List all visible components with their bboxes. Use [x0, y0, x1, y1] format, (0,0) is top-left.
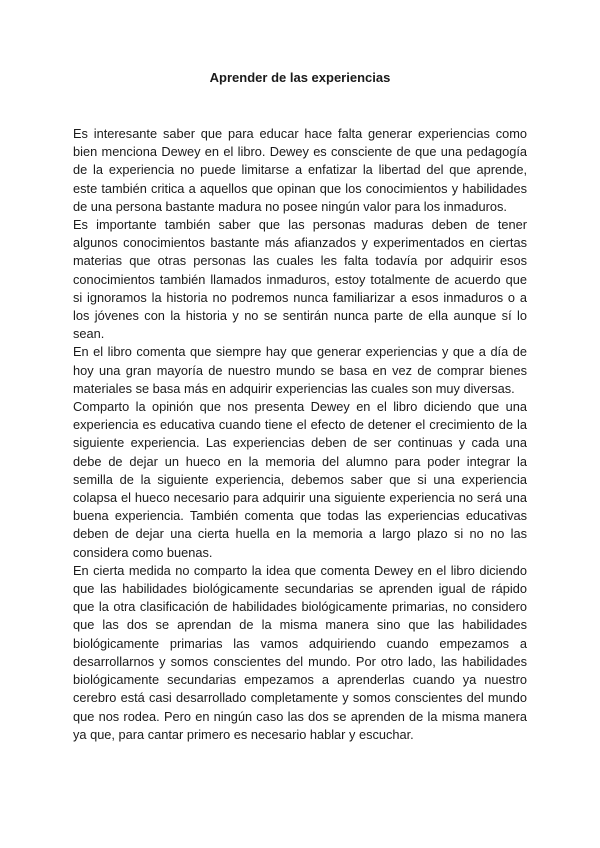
document-body [73, 125, 527, 744]
paragraph-5: En cierta medida no comparto la idea que comenta Dewey en el libro diciendo que las habilidades biológicamente secundarias se aprenden igual de rápido que la otra clasificación de habilidades biológicamente primarias, no considero que las dos se aprendan de la misma manera sino que las habilidades biológicamente primarias las vamos adquiriendo cuando empezamos a desarrollarnos y somos conscientes del mundo. Por otro lado, las habilidades biológicamente secundarias empezamos a aprenderlas cuando ya nuestro cerebro está casi desarrollado completamente y somos conscientes del mundo que nos rodea. Pero en ningún caso las dos se aprenden de la misma manera ya que, para cantar primero es necesario hablar y escuchar. [73, 562, 527, 742]
document-title: Aprender de las experiencias [209, 70, 391, 85]
paragraph-4: Comparto la opinión que nos presenta Dewey en el libro diciendo que una experiencia es educativa cuando tiene el efecto de detener el crecimiento de la siguiente experiencia. Las experiencias deben de ser continuas y cada una debe de dejar un hueco en la memoria del alumno para poder integrar la semilla de la siguiente experiencia, debemos saber que si una experiencia colapsa el hueco necesario para adquirir una siguiente experiencia no será una buena experiencia. También comenta que todas las experiencias educativas deben de dejar una cierta huella en la memoria a largo plazo si no no las considera como buenas. [73, 399, 527, 560]
paragraph-2: Es importante también saber que las personas maduras deben de tener algunos conocimientos bastante más afianzados y experimentados en ciertas materias que otras personas las cuales les falta todavía por adquirir esos conocimientos también llamados inmaduros, estoy totalmente de acuerdo que si ignoramos la historia no podremos nunca familiarizar a esos inmaduros o a los jóvenes con la historia y no se sentirán nunca parte de ella aunque sí lo sean. [73, 217, 527, 342]
paragraph-3: En el libro comenta que siempre hay que generar experiencias y que a día de hoy una gran mayoría de nuestro mundo se basa en vez de comprar bienes materiales se basa más en adquirir experiencias las cuales son muy diversas. [73, 344, 527, 396]
paragraph-1: Es interesante saber que para educar hace falta generar experiencias como bien menciona Dewey en el libro. Dewey es consciente de que una pedagogía de la experiencia no puede limitarse a enfatizar la libertad del que aprende, este también critica a aquellos que opinan que los conocimientos y habilidades de una persona bastante madura no posee ningún valor para los inmaduros. [73, 126, 527, 214]
